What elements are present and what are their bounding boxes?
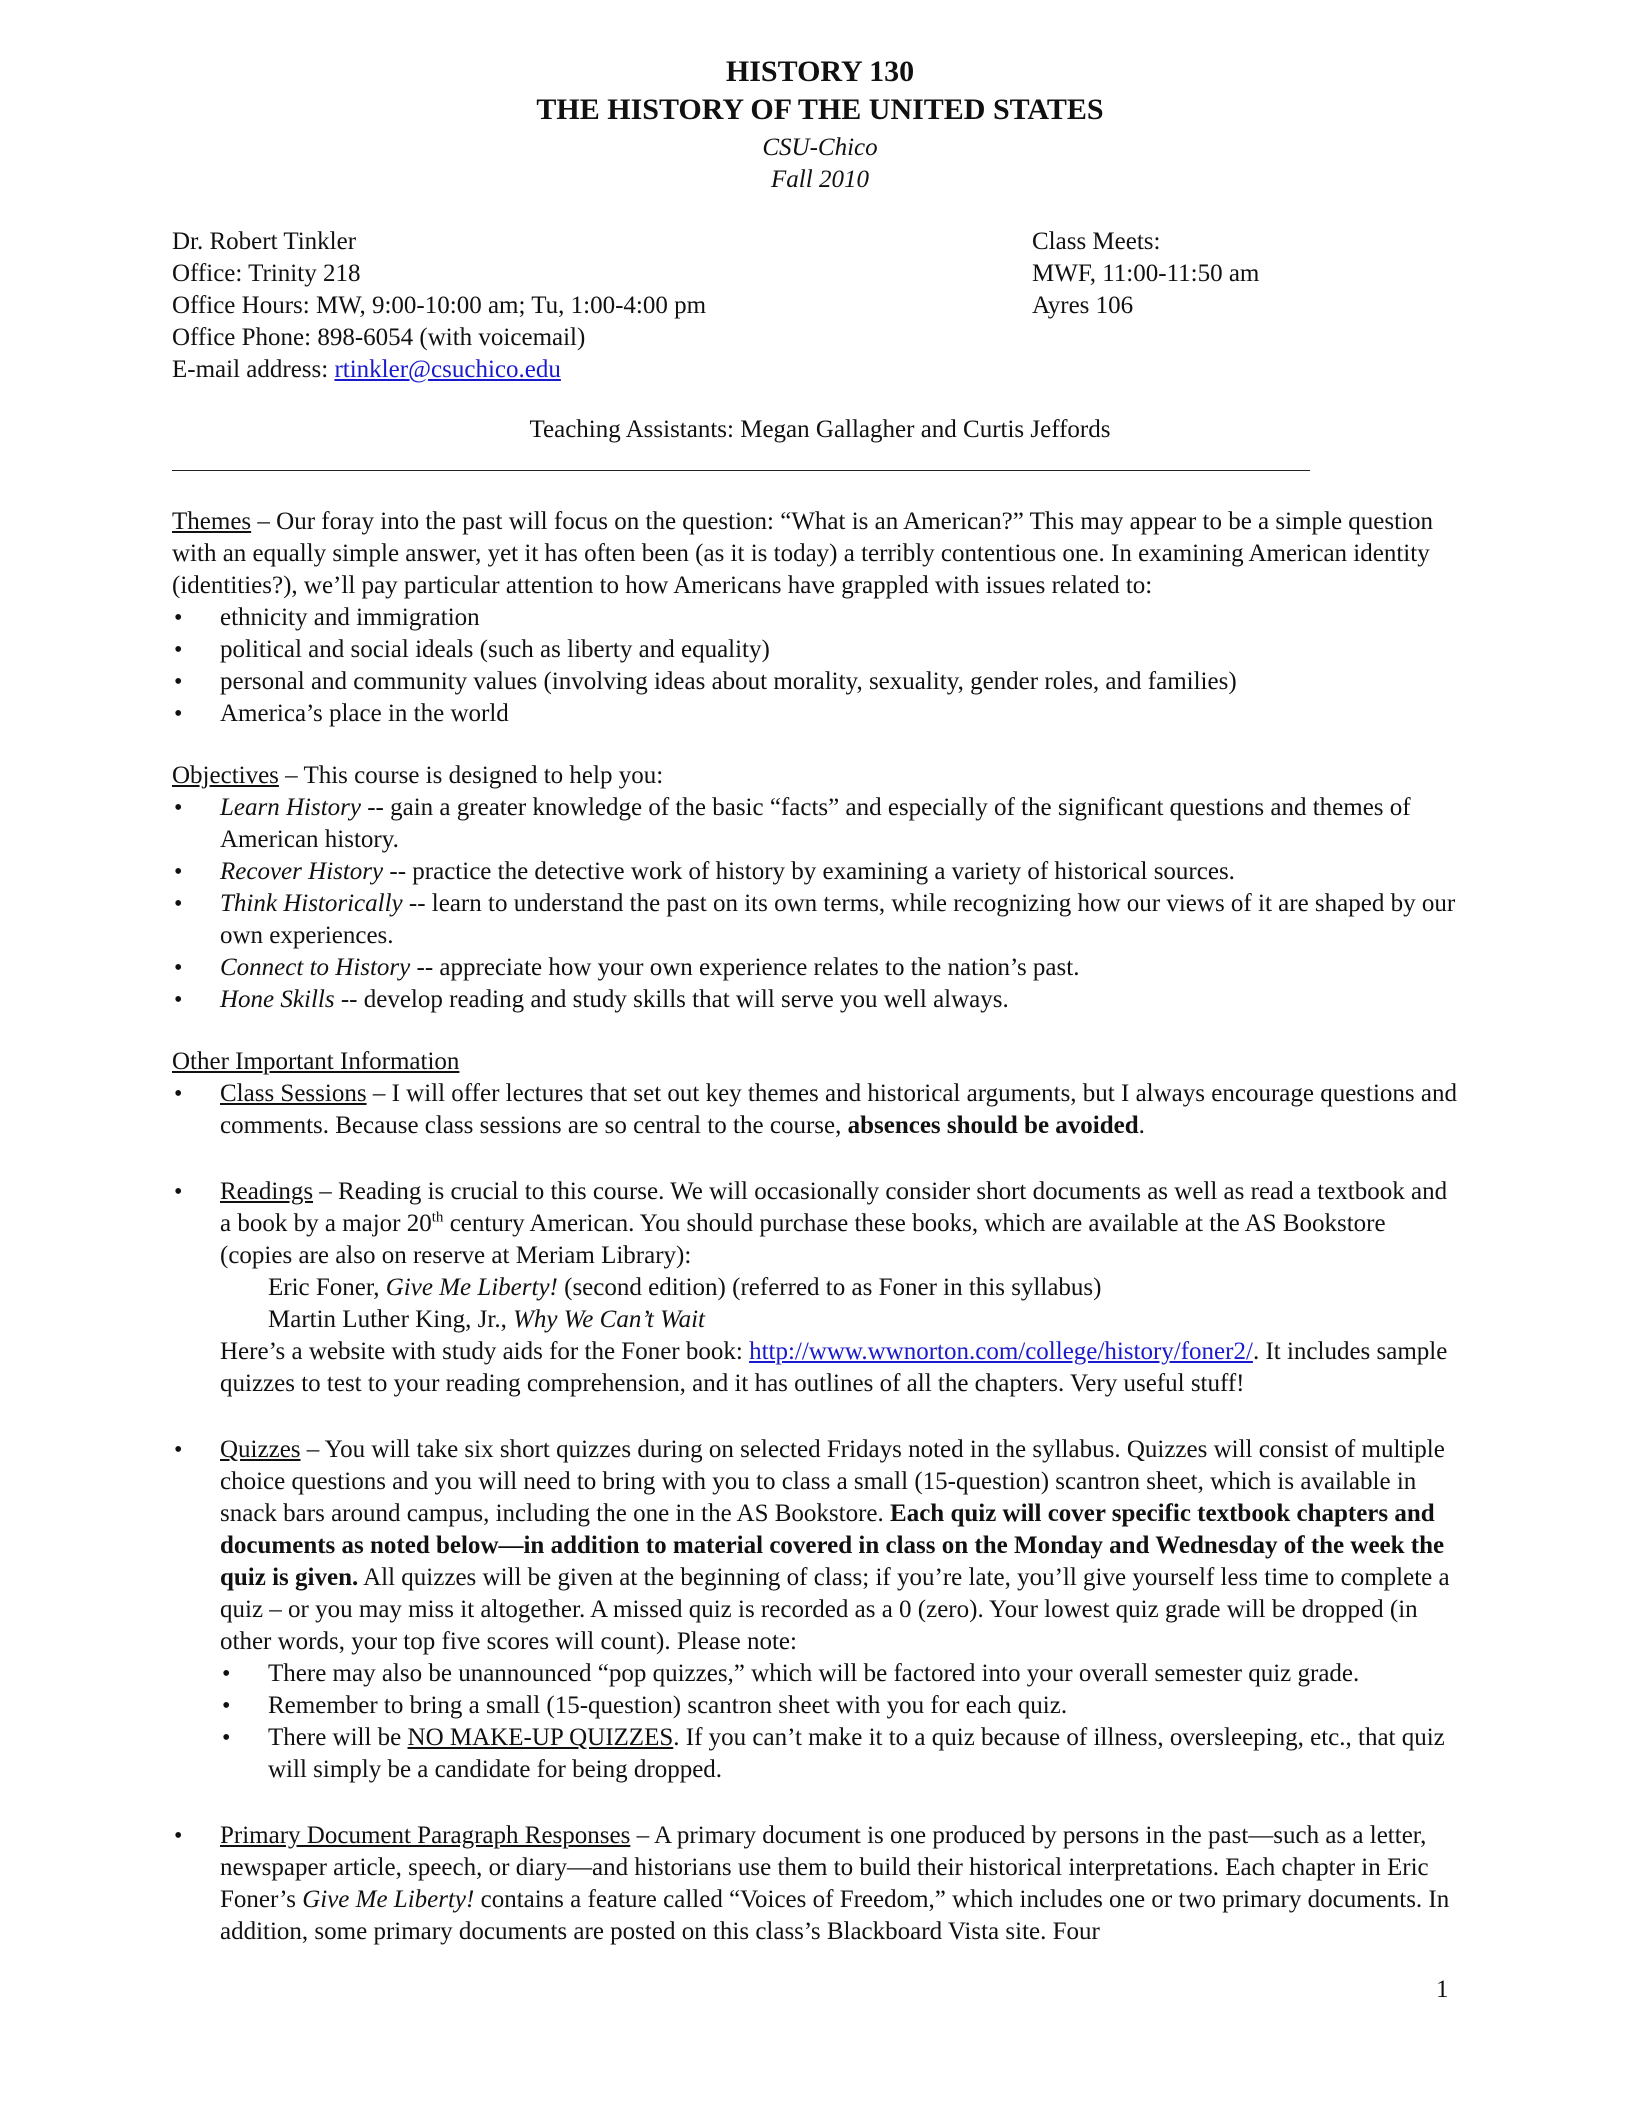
list-item: • Remember to bring a small (15-question) scantron sheet with you for each quiz.: [220, 1690, 1462, 1722]
list-item: • Recover History -- practice the detective work of history by examining a variety of historical sources.: [172, 856, 1462, 888]
email-label: E-mail address:: [172, 356, 335, 383]
list-item: • political and social ideals (such as liberty and equality): [172, 634, 1462, 666]
list-item: • ethnicity and immigration: [172, 602, 1462, 634]
email-link[interactable]: rtinkler@csuchico.edu: [334, 356, 561, 383]
book-foner: Eric Foner, Give Me Liberty! (second edition) (referred to as Foner in this syllabus): [268, 1274, 1102, 1301]
other-info-heading: Other Important Information: [172, 1048, 460, 1075]
themes-list: [172, 602, 1462, 730]
list-item: • Learn History -- gain a greater knowledge of the basic “facts” and especially of the significant questions and themes of American history.: [172, 792, 1462, 856]
quiz-notes: [220, 1658, 1462, 1786]
office-phone: Office Phone: 898-6054 (with voicemail): [172, 324, 586, 351]
objectives-heading: Objectives: [172, 762, 279, 789]
themes-paragraph: [172, 506, 1462, 602]
instructor-info: [172, 226, 706, 386]
primary-docs-item: • Primary Document Paragraph Responses – A primary document is one produced by persons in the past—such as a letter, newspaper article, speech, or diary—and historians use them to build their historical interpretations. Each chapter in Eric Foner’s Give Me Liberty! contains a feature called “Voices of Freedom,” which includes one or two primary documents. In addition, some primary documents are posted on this class’s Blackboard Vista site. Four: [172, 1820, 1462, 1948]
class-meets-info: [1032, 226, 1259, 322]
course-title: THE HISTORY OF THE UNITED STATES: [536, 93, 1104, 126]
quizzes-list: [172, 1434, 1462, 1786]
themes-text: – Our foray into the past will focus on the question: “What is an American?” This may appear to be a simple question with an equally simple answer, yet it has often been (as it is today) a terribly contentious one. In examining American identity (identities?), we’ll pay particular attention to how Americans have grappled with issues related to:: [172, 508, 1434, 599]
themes-heading: Themes: [172, 508, 252, 535]
book-king: Martin Luther King, Jr., Why We Can’t Wait: [268, 1306, 706, 1333]
class-meets-time: MWF, 11:00-11:50 am: [1032, 260, 1260, 287]
list-item: • personal and community values (involving ideas about morality, sexuality, gender roles, and families): [172, 666, 1462, 698]
course-number: HISTORY 130: [725, 55, 915, 88]
other-info-list: [172, 1078, 1462, 1142]
objectives-paragraph: [172, 760, 1462, 792]
term: Fall 2010: [771, 166, 869, 193]
email-line: [172, 354, 706, 386]
instructor-name: Dr. Robert Tinkler: [172, 228, 357, 255]
class-meets-room: Ayres 106: [1032, 292, 1134, 319]
class-sessions-item: • Class Sessions – I will offer lectures that set out key themes and historical arguments, but I always encourage questions and comments. Because class sessions are so central to the course, absences should be avoided.: [172, 1078, 1462, 1142]
list-item: • Hone Skills -- develop reading and study skills that will serve you well always.: [172, 984, 1462, 1016]
office-hours: Office Hours: MW, 9:00-10:00 am; Tu, 1:00-4:00 pm: [172, 292, 707, 319]
primary-docs-list: [172, 1820, 1462, 1948]
readings-item: • Readings – Reading is crucial to this course. We will occasionally consider short documents as well as read a textbook and a book by a major 20th century American. You should purchase these books, which are available at the AS Bookstore (copies are also on reserve at Meriam Library): Eric Foner, Give Me Liberty! (second edition) (referred to as Foner in this syllabus) Martin Luther King, Jr., Why We Can’t Wait Here’s a website with study aids for the Foner book: http://www.wwnorton.com/college/history/foner2/. It includes sample quizzes to test to your reading comprehension, and it has outlines of all the chapters. Very useful stuff!: [172, 1176, 1462, 1400]
page-number: 1: [1436, 1976, 1449, 2003]
list-item: • America’s place in the world: [172, 698, 1462, 730]
teaching-assistants: Teaching Assistants: Megan Gallagher and Curtis Jeffords: [529, 416, 1111, 443]
divider: [172, 470, 1310, 471]
office: Office: Trinity 218: [172, 260, 361, 287]
website-line: Here’s a website with study aids for the Foner book: http://www.wwnorton.com/college/history/foner2/. It includes sample quizzes to test to your reading comprehension, and it has outlines of all the chapters. Very useful stuff!: [220, 1338, 1448, 1397]
quizzes-item: • Quizzes – You will take six short quizzes during on selected Fridays noted in the syllabus. Quizzes will consist of multiple choice questions and you will need to bring with you to class a small (15-question) scantron sheet, which is available in snack bars around campus, including the one in the AS Bookstore. Each quiz will cover specific textbook chapters and documents as noted below—in addition to material covered in class on the Monday and Wednesday of the week the quiz is given. All quizzes will be given at the beginning of class; if you’re late, you’ll give yourself less time to complete a quiz – or you may miss it altogether. A missed quiz is recorded as a 0 (zero). Your lowest quiz grade will be dropped (in other words, your top five scores will count). Please note: • There may also be unannounced “pop quizzes,” which will be factored into your overall semester quiz grade. • Remember to bring a small (15-question) scantron sheet with you for each quiz. • There will be NO MAKE-UP QUIZZES. If you can’t make it to a quiz because of illness, oversleeping, etc., that quiz will simply be a candidate for being dropped.: [172, 1434, 1462, 1786]
list-item: • Think Historically -- learn to understand the past on its own terms, while recognizing how our views of it are shaped by our own experiences.: [172, 888, 1462, 952]
school-name: CSU-Chico: [762, 134, 878, 161]
objectives-text: – This course is designed to help you:: [278, 762, 664, 789]
list-item: • There will be NO MAKE-UP QUIZZES. If you can’t make it to a quiz because of illness, oversleeping, etc., that quiz will simply be a candidate for being dropped.: [220, 1722, 1462, 1786]
list-item: • There may also be unannounced “pop quizzes,” which will be factored into your overall semester quiz grade.: [220, 1658, 1462, 1690]
list-item: • Connect to History -- appreciate how your own experience relates to the nation’s past.: [172, 952, 1462, 984]
objectives-list: [172, 792, 1462, 1016]
syllabus-body: [172, 506, 1462, 1948]
class-meets-label: Class Meets:: [1032, 228, 1161, 255]
readings-list: [172, 1176, 1462, 1400]
foner-website-link[interactable]: http://www.wwnorton.com/college/history/foner2/: [749, 1338, 1253, 1365]
